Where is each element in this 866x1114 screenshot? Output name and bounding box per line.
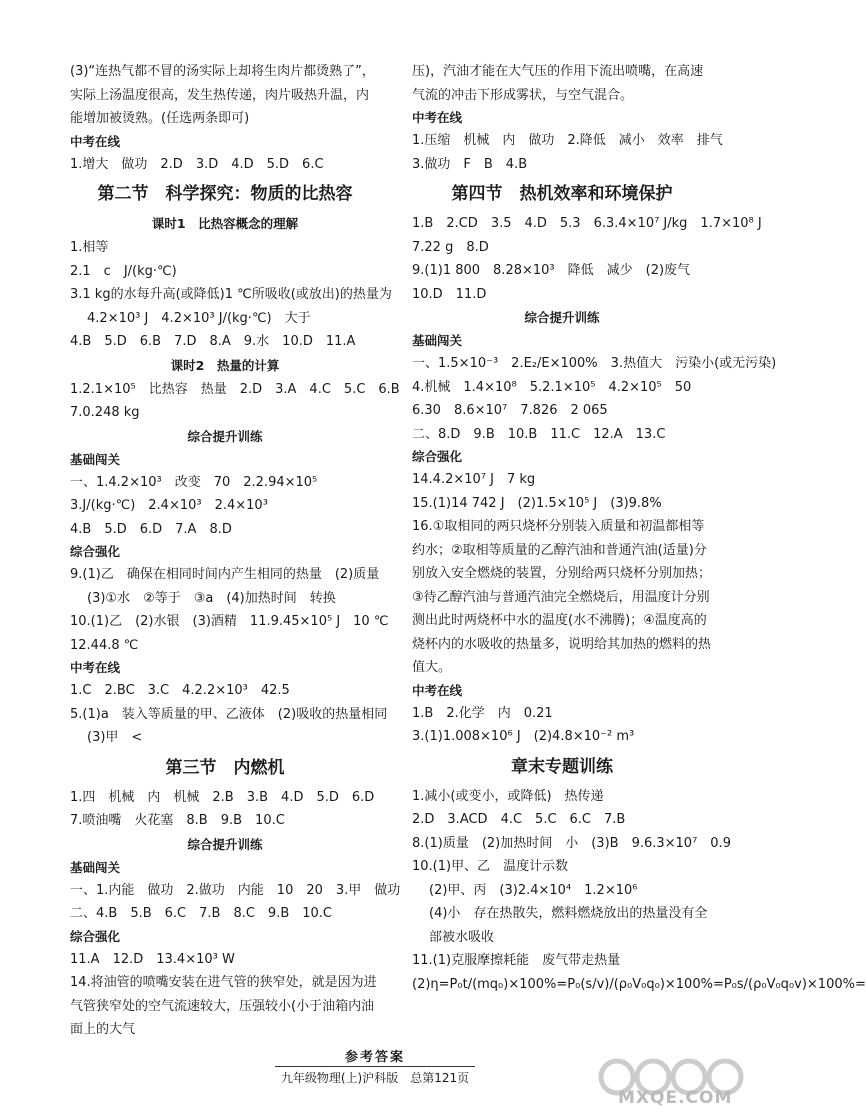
left-line-16: 3.J/(kg·℃) 2.4×10³ 2.4×10³ — [70, 498, 268, 513]
right-line-25: 8.(1)质量 (2)加热时间 小 (3)B 9.6.3×10⁷ 0.9 — [412, 835, 731, 851]
left-column — [70, 60, 401, 1042]
right-line-30: (2)η=P₀t/(mq₀)×100%=P₀(s/v)/(ρ₀V₀q₀)×100%=P₀s/(ρ₀V₀q₀v)×100%= — [412, 976, 866, 992]
left-line-25: 5.(1)a 装入等质量的甲、乙液体 (2)吸收的热量相同 — [70, 706, 388, 722]
footer-subtitle: 九年级物理(上)沪科版 总第121页 — [280, 1071, 470, 1085]
left-line-8: 4.2×10³ J 4.2×10³ J/(kg·℃) 大于 — [87, 310, 311, 326]
right-line-18: 16.①取相同的两只烧杯分别装入质量和初温都相等约水；②取相等质量的乙醇汽油和普通汽油(适量)分别放入安全燃烧的装置，分别给两只烧杯分别加热；③待乙醇汽油与普通汽油完全燃烧后，用温度计分别测出此时两烧杯中水的温度(水不沸腾)；④温度高的烧杯内的水吸收的热量多，说明给其加热的燃料的热值大。 — [412, 519, 712, 675]
left-line-10: 课时2 热量的计算 — [170, 357, 280, 373]
watermark-text: MXQE.COM — [618, 1088, 733, 1108]
left-line-21: 10.(1)乙 (2)水银 (3)酒精 11.9.45×10⁵ J 10 ℃ — [70, 614, 389, 629]
right-line-23: 1.减小(或变小，或降低) 热传递 — [412, 788, 604, 804]
left-line-28: 1.四 机械 内 机械 2.B 3.B 4.D 5.D 6.D — [70, 789, 375, 805]
left-line-30: 综合提升训练 — [187, 836, 263, 852]
right-line-10: 基础闯关 — [412, 333, 463, 348]
left-line-13: 综合提升训练 — [187, 428, 263, 444]
right-line-16: 14.4.2×10⁷ J 7 kg — [412, 472, 536, 487]
left-line-5: 1.相等 — [70, 240, 109, 255]
right-line-4: 第四节 热机效率和环境保护 — [451, 184, 673, 204]
left-line-26: (3)甲 < — [87, 730, 143, 745]
right-column — [412, 60, 866, 996]
left-line-36: 14.将油管的喷嘴安装在进气管的狭窄处，就是因为进气管狭窄处的空气流速较大，压强较小(小于油箱内油面上的大气 — [70, 975, 377, 1037]
left-line-31: 基础闯关 — [70, 859, 121, 875]
left-line-32: 一、1.内能 做功 2.做功 内能 10 20 3.甲 做功 — [70, 882, 401, 898]
right-line-7: 9.(1)1 800 8.28×10³ 降低 减少 (2)废气 — [412, 263, 691, 278]
right-line-24: 2.D 3.ACD 4.C 5.C 6.C 7.B — [412, 812, 626, 827]
right-line-26: 10.(1)甲、乙 温度计示数 — [412, 859, 569, 874]
left-line-6: 2.1 c J/(kg·℃) — [70, 263, 177, 279]
right-line-1: 中考在线 — [412, 110, 463, 125]
right-line-0: 压)，汽油才能在大气压的作用下流出喷嘴，在高速气流的冲击下形成雾状，与空气混合。 — [412, 64, 704, 103]
right-line-2: 1.压缩 机械 内 做功 2.降低 减小 效率 排气 — [412, 133, 723, 148]
left-line-2: 1.增大 做功 2.D 3.D 4.D 5.D 6.C — [70, 156, 324, 172]
left-line-35: 11.A 12.D 13.4×10³ W — [70, 951, 235, 967]
right-line-28: (4)小 存在热散失，燃料燃烧放出的热量没有全部被水吸收 — [429, 906, 708, 945]
left-line-17: 4.B 5.D 6.D 7.A 8.D — [70, 521, 232, 537]
right-line-12: 4.机械 1.4×10⁸ 5.2.1×10⁵ 4.2×10⁵ 50 — [412, 379, 692, 395]
right-line-14: 二、8.D 9.B 10.B 11.C 12.A 13.C — [412, 426, 666, 442]
left-line-34: 综合强化 — [70, 928, 121, 944]
footer-title: 参考答案 — [344, 1050, 405, 1065]
left-line-11: 1.2.1×10⁵ 比热容 热量 2.D 3.A 4.C 5.C 6.B — [70, 381, 400, 397]
right-line-22: 章末专题训练 — [511, 756, 613, 777]
left-line-12: 7.0.248 kg — [70, 405, 140, 420]
left-line-15: 一、1.4.2×10³ 改变 70 2.2.94×10⁵ — [70, 474, 318, 490]
left-line-14: 基础闯关 — [70, 451, 121, 467]
right-line-19: 中考在线 — [412, 682, 463, 698]
right-line-27: (2)甲、丙 (3)2.4×10⁴ 1.2×10⁶ — [429, 882, 638, 898]
left-line-4: 课时1 比热容概念的理解 — [151, 216, 299, 231]
left-line-24: 1.C 2.BC 3.C 4.2.2×10³ 42.5 — [70, 683, 290, 698]
left-line-27: 第三节 内燃机 — [165, 757, 285, 778]
right-line-6: 7.22 g 8.D — [412, 239, 489, 255]
left-line-19: 9.(1)乙 确保在相同时间内产生相同的热量 (2)质量 — [70, 567, 380, 582]
left-line-0: (3)“连热气都不冒的汤实际上却将生肉片都烫熟了”，实际上汤温度很高，发生热传递，肉片吸热升温，内能增加被烫熟。(任选两条即可) — [70, 64, 375, 126]
left-line-20: (3)①水 ②等于 ③a (4)加热时间 转换 — [87, 590, 336, 606]
right-line-21: 3.(1)1.008×10⁶ J (2)4.8×10⁻² m³ — [412, 729, 635, 744]
left-line-9: 4.B 5.D 6.B 7.D 8.A 9.水 10.D 11.A — [70, 334, 356, 349]
right-line-9: 综合提升训练 — [524, 310, 600, 325]
right-line-29: 11.(1)克服摩擦耗能 废气带走热量 — [412, 953, 621, 968]
right-line-17: 15.(1)14 742 J (2)1.5×10⁵ J (3)9.8% — [412, 495, 662, 511]
right-line-15: 综合强化 — [412, 449, 463, 464]
left-line-3: 第二节 科学探究：物质的比热容 — [97, 184, 353, 204]
left-line-33: 二、4.B 5.B 6.C 7.B 8.C 9.B 10.C — [70, 906, 332, 921]
right-line-8: 10.D 11.D — [412, 286, 487, 302]
left-line-22: 12.44.8 ℃ — [70, 637, 139, 653]
left-line-1: 中考在线 — [70, 133, 121, 149]
right-line-13: 6.30 8.6×10⁷ 7.826 2 065 — [412, 403, 608, 418]
right-line-20: 1.B 2.化学 内 0.21 — [412, 705, 553, 721]
right-line-5: 1.B 2.CD 3.5 4.D 5.3 6.3.4×10⁷ J/kg 1.7×10⁸ J — [412, 216, 762, 231]
left-line-18: 综合强化 — [70, 544, 121, 559]
footer-divider — [275, 1066, 475, 1067]
right-line-3: 3.做功 F B 4.B — [412, 156, 528, 172]
left-line-7: 3.1 kg的水每升高(或降低)1 ℃所吸收(或放出)的热量为 — [70, 287, 392, 302]
left-line-29: 7.喷油嘴 火花塞 8.B 9.B 10.C — [70, 813, 285, 828]
right-line-11: 一、1.5×10⁻³ 2.E₂/E×100% 3.热值大 污染小(或无污染) — [412, 356, 777, 371]
left-line-23: 中考在线 — [70, 660, 121, 675]
